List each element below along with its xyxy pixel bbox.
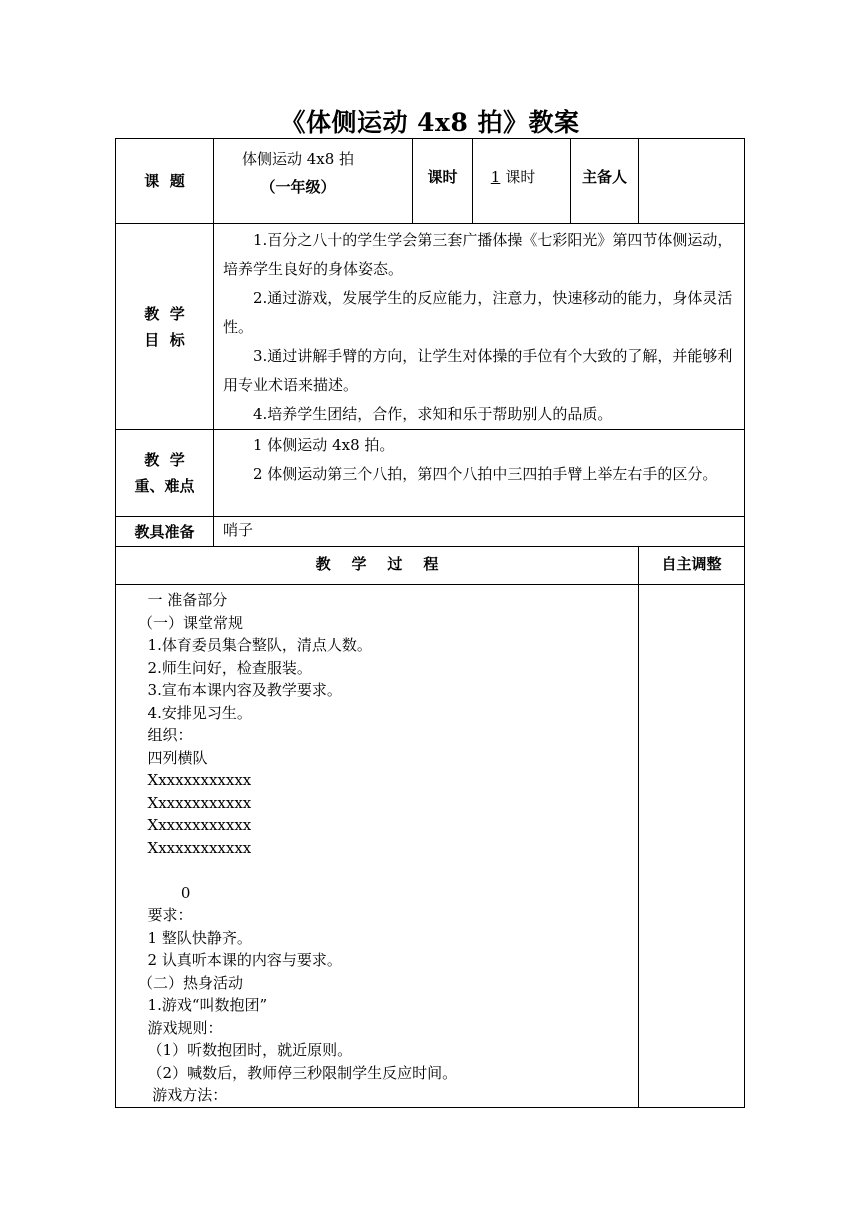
page-title: 《体侧运动 4x8 拍》教案: [280, 108, 580, 137]
process-line: （2）喊数后，教师停三秒限制学生反应时间。: [138, 1063, 458, 1082]
objectives-row: [116, 224, 745, 430]
key-points-cell: [214, 430, 745, 517]
period-number: 1: [490, 168, 501, 186]
equipment-row: [116, 517, 745, 547]
adjust-value: [639, 585, 745, 1108]
objectives-cell: [214, 224, 745, 430]
process-line: [138, 859, 638, 882]
process-line: Xxxxxxxxxxxx: [138, 793, 252, 812]
process-lines: [138, 589, 638, 1107]
equipment-label: 教具准备: [116, 517, 214, 547]
objective-item: 4.培养学生团结，合作，求知和乐于帮助别人的品质。: [253, 405, 613, 423]
key-point-item: 1 体侧运动 4x8 拍。: [253, 436, 395, 454]
objectives-label: 教 学 目 标: [116, 224, 214, 430]
subject-name: 体侧运动 4x8 拍: [241, 150, 355, 168]
subject-row: [116, 139, 745, 224]
process-line: （一）课堂常规: [138, 613, 244, 632]
process-line: 游戏方法：: [138, 1086, 228, 1104]
process-line: Xxxxxxxxxxxx: [138, 838, 252, 857]
equipment-value: 哨子: [214, 517, 745, 547]
lesson-plan-table: [115, 138, 745, 1108]
process-line: 游戏规则：: [138, 1018, 223, 1037]
process-line: （二）热身活动: [138, 973, 244, 992]
process-header: 教 学 过 程: [116, 547, 639, 585]
key-point-item: 2 体侧运动第三个八拍，第四个八拍中三四拍手臂上举左右手的区分。: [253, 465, 718, 483]
process-line: 组织：: [138, 726, 193, 744]
objective-item: 1.百分之八十的学生学会第三套广播体操《七彩阳光》第四节体侧运动，培养学生良好的身体姿态。: [223, 231, 733, 278]
process-line: 3.宣布本课内容及教学要求。: [138, 681, 342, 699]
key-points-label: 教 学 重、难点: [116, 430, 214, 517]
process-line: 4.安排见习生。: [138, 703, 252, 722]
process-line: Xxxxxxxxxxxx: [138, 816, 252, 834]
preparer-value: [639, 139, 745, 224]
process-line: 1.体育委员集合整队，清点人数。: [138, 636, 372, 654]
subject-label: 课 题: [116, 139, 214, 224]
process-content: [116, 585, 639, 1108]
process-line: 1.游戏“叫数抱团”: [138, 996, 268, 1014]
period-unit: 课时: [505, 168, 536, 186]
process-line: 一 准备部分: [138, 591, 228, 609]
process-line: （1）听数抱团时，就近原则。: [138, 1041, 353, 1059]
key-points-row: [116, 430, 745, 517]
objective-item: 3.通过讲解手臂的方向，让学生对体操的手位有个大致的了解，并能够利用专业术语来描述。: [223, 347, 733, 394]
process-line: 2.师生问好，检查服装。: [138, 658, 312, 677]
objective-item: 2.通过游戏，发展学生的反应能力，注意力，快速移动的能力，身体灵活性。: [223, 289, 733, 336]
process-line: 0: [138, 883, 191, 902]
adjust-header: 自主调整: [639, 547, 745, 585]
process-line: 四列横队: [138, 748, 208, 767]
process-line: 2 认真听本课的内容与要求。: [138, 951, 342, 969]
process-line: 要求：: [138, 906, 193, 924]
process-line: Xxxxxxxxxxxx: [138, 771, 252, 789]
subject-grade: （一年级）: [260, 178, 336, 196]
period-cell: [473, 139, 571, 224]
process-header-row: [116, 547, 745, 585]
period-label: 课时: [413, 139, 473, 224]
process-line: 1 整队快静齐。: [138, 928, 252, 947]
subject-cell: [214, 139, 413, 224]
preparer-label: 主备人: [571, 139, 639, 224]
process-content-row: [116, 585, 745, 1108]
